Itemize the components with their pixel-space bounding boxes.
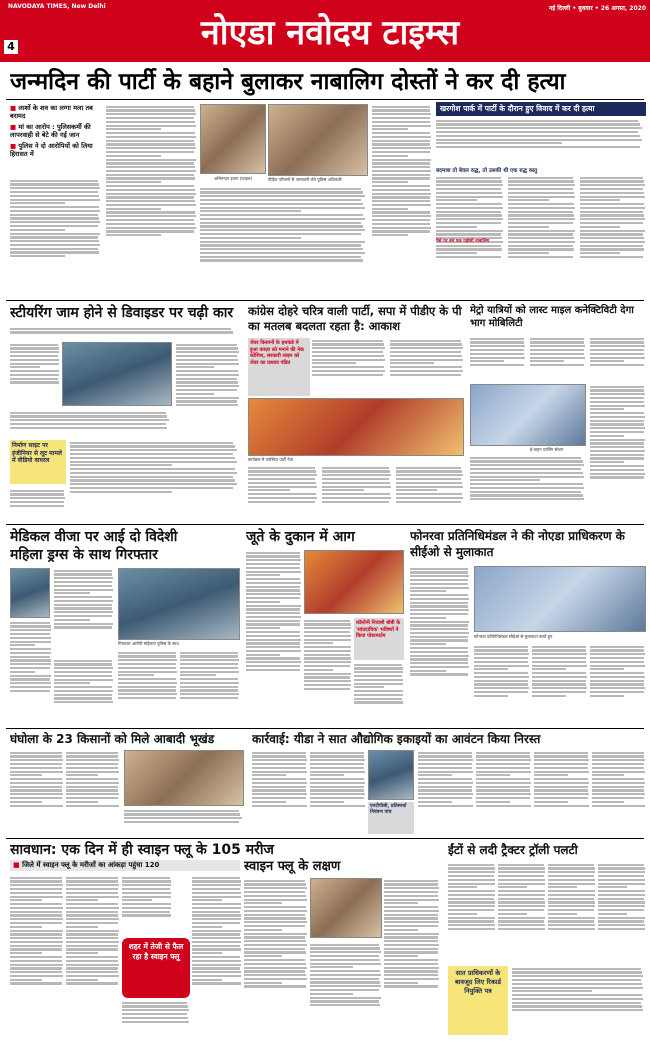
article-body <box>180 650 240 724</box>
side-story-header <box>436 102 646 116</box>
portrait-caption: अभिनन्दन इवान (फाइल) <box>213 176 253 181</box>
article-body <box>54 658 114 724</box>
fonrwa-headline: फोनरवा प्रतिनिधिमंडल ने की नोएडा प्राधिकरण के सीईओ से मुलाकात <box>410 529 625 559</box>
article-body <box>118 650 178 724</box>
meeting-photo <box>474 566 646 632</box>
side-story-headline: खरगोश पार्क में पार्टी के दौरान हुए विवाद में कर दी हत्या <box>440 104 595 113</box>
article-body <box>246 550 302 724</box>
article-body <box>474 644 530 724</box>
article-body <box>448 862 496 962</box>
article-body <box>498 862 546 962</box>
divider <box>6 300 644 301</box>
article-body <box>106 104 198 296</box>
article-body <box>396 465 464 521</box>
visa-headline-1: मेडिकल वीजा पर आई दो विदेशी <box>10 529 178 545</box>
lead-photo-caption: पीड़ित परिजनों से जानकारी लेते पुलिस अधिकारी <box>268 177 342 182</box>
article-body <box>384 878 440 1035</box>
article-body <box>418 750 474 834</box>
metro-headline: मेट्रो यात्रियों को लास्ट माइल कनेक्टिविटी देगा भाग मोबिलिटी <box>470 305 634 329</box>
fire-headline: जूते के दुकान में आग <box>246 529 355 545</box>
article-body <box>580 175 646 296</box>
date-line: नई दिल्ली • बुधवार • 26 अगस्त, 2020 <box>548 5 646 12</box>
article-body <box>372 104 432 296</box>
article-body <box>54 568 114 656</box>
article-body <box>508 175 576 296</box>
article-body <box>436 175 504 296</box>
highlight-box <box>10 440 66 484</box>
article-body <box>470 336 526 382</box>
page-number: 4 <box>4 40 18 54</box>
arrest-photo-2 <box>118 568 240 640</box>
metro-caption: ई-वाहन चार्जिंग स्टेशन <box>530 447 564 452</box>
highlight-box-text: निर्माण साइट पर इंजीनियर से लूट मामले में वीडियो वायरल <box>12 442 62 464</box>
info-box <box>248 338 310 396</box>
masthead-caption: NAVODAYA TIMES, New Delhi <box>8 3 106 10</box>
article-body <box>304 618 352 724</box>
article-body <box>124 808 244 834</box>
flu-poster <box>122 938 190 998</box>
bullet-item: ■ मां का आरोप : पुलिसकर्मी की लापरवाही से बेटे की गई जान <box>10 123 91 139</box>
article-body <box>252 750 308 834</box>
article-body <box>310 750 366 834</box>
divider <box>6 524 644 525</box>
article-body <box>592 750 646 834</box>
masthead-title: नोएडा नवोदय टाइम्स <box>200 13 460 53</box>
portrait-photo <box>200 104 266 174</box>
article-body <box>10 750 64 834</box>
lead-bullets <box>10 104 102 158</box>
lead-headline: जन्मदिन की पार्टी के बहाने बुलाकर नाबालिग दोस्तों ने कर दी हत्या <box>10 69 566 95</box>
flu-poster-text: शहर में तेजी से फैल रहा है स्वाइन फ्लू <box>128 942 184 961</box>
ntpc-box-text: एनटीपीसी, प्रतिस्पर्धा नियंत्रण पांच <box>370 804 407 815</box>
appointment-box-text: सात प्राधिकरणों के बावजूद लिए रिकार्ड नियुक्ति पत्र <box>455 969 501 995</box>
article-body <box>244 878 308 1035</box>
article-body <box>354 662 404 724</box>
article-body <box>530 336 586 382</box>
congress-headline: कांग्रेस दोहरे चरित्र वाली पार्टी, सपा में पीडीए के पी का मतलब बदलता रहता है: आकाश <box>248 304 462 333</box>
article-body <box>548 862 596 962</box>
bullet-text: पुलिस ने दो आरोपियों को लिया हिरासत में <box>10 142 93 158</box>
article-body <box>66 750 120 834</box>
flu-photo <box>310 878 382 938</box>
divider <box>6 728 644 729</box>
visa-headline-2: महिला ड्रग्स के साथ गिरफ्तार <box>10 547 158 563</box>
article-body <box>70 440 240 520</box>
divider <box>6 838 644 839</box>
article-body <box>310 942 382 1035</box>
article-body <box>176 342 240 437</box>
bullet-item: ■ लाशों के शव का लग्गा मला तब बरामद <box>10 104 93 120</box>
article-body <box>200 186 368 296</box>
article-body <box>312 338 386 396</box>
article-body <box>192 875 242 1035</box>
article-body <box>10 488 66 520</box>
article-body <box>10 326 240 340</box>
bullet-item: ■ पुलिस ने दो आरोपियों को लिया हिरासत में <box>10 142 93 158</box>
article-body <box>122 1000 190 1035</box>
article-body <box>590 644 646 724</box>
side-story-subhead: बदमाश तो बेवल रुद्ध, तो उसकी थी एक रुद्ध वस्तु <box>436 168 538 174</box>
article-body <box>10 410 172 437</box>
tractor-headline: ईंटों से लदी ट्रैक्टर ट्रॉली पलटी <box>448 843 578 857</box>
fire-photo <box>304 550 404 614</box>
rally-caption: कार्यक्रम में उपस्थित पार्टी नेता <box>248 457 294 462</box>
article-body <box>248 465 318 521</box>
divider <box>6 99 644 100</box>
article-body <box>512 966 646 1035</box>
article-body <box>590 384 646 521</box>
article-body <box>532 644 588 724</box>
article-body <box>10 875 64 1035</box>
side-story-footnote: पैसे पर बने एक पड़ोसी नाबालिग <box>436 239 490 244</box>
car-photo <box>62 342 172 406</box>
article-body <box>598 862 646 962</box>
arrest-caption: गिरफ्तार आरोपी महिलाएं पुलिस के साथ <box>118 641 179 646</box>
farmers-photo <box>124 750 244 806</box>
meeting-caption: फोनरवा प्रतिनिधिमंडल सीईओ से मुलाकात करते हुए <box>474 634 553 639</box>
article-body <box>476 750 532 834</box>
metro-photo <box>470 384 586 446</box>
article-body <box>436 118 646 164</box>
swine-flu-symptoms-headline: स्वाइन फ्लू के लक्षण <box>244 859 341 874</box>
appointment-box <box>448 966 508 1035</box>
swine-flu-subhead-text: जिले में स्वाइन फ्लू के मरीजों का आंकड़ा पहुंचा 120 <box>22 861 160 869</box>
swine-flu-subhead-bar <box>10 860 240 871</box>
swine-flu-subhead: ■ जिले में स्वाइन फ्लू के मरीजों का आंकड़ा पहुंचा 120 <box>13 861 160 869</box>
article-body <box>410 566 470 724</box>
article-body <box>322 465 392 521</box>
bullet-text: लाशों के शव का लग्गा मला तब बरामद <box>10 104 93 120</box>
article-body <box>10 178 102 296</box>
rally-photo <box>248 398 464 456</box>
ntpc-box <box>368 802 414 834</box>
yeida-headline: कार्रवाई: यीडा ने सात औद्योगिक इकाइयों का आवंटन किया निरस्त <box>252 732 541 746</box>
yeida-photo <box>368 750 414 800</box>
article-body <box>66 875 120 1035</box>
article-body <box>122 875 172 935</box>
masthead <box>0 0 650 62</box>
postmortem-box-text: कॉलोनी निवासी बॉबी के 'सांप्रदायिक' भविष्यों ने किया पोस्टमार्टम <box>356 620 401 639</box>
ghanghola-headline: घंघोला के 23 किसानों को मिले आबादी भूखंड <box>10 732 215 746</box>
steering-headline: स्टीयरिंग जाम होने से डिवाइडर पर चढ़ी कार <box>10 305 234 321</box>
article-body <box>10 342 60 406</box>
arrest-photo-1 <box>10 568 50 618</box>
info-box-text: जेवर किसानों के हथकंडे में हुआ कब्ज़ा को मनाने की नेक कोशिश, सरकारी लाइन को जेवर का प्रस्ताव पंडित <box>250 340 304 366</box>
article-body <box>590 336 646 382</box>
article-body <box>390 338 464 396</box>
article-body <box>10 620 52 724</box>
swine-flu-headline: सावधान: एक दिन में ही स्वाइन फ्लू के 105 मरीज <box>10 842 274 858</box>
article-body <box>470 455 586 521</box>
bullet-text: मां का आरोप : पुलिसकर्मी की लापरवाही से बेटे की गई जान <box>10 123 91 139</box>
lead-photo <box>268 104 368 176</box>
postmortem-box <box>354 618 404 660</box>
article-body <box>534 750 590 834</box>
